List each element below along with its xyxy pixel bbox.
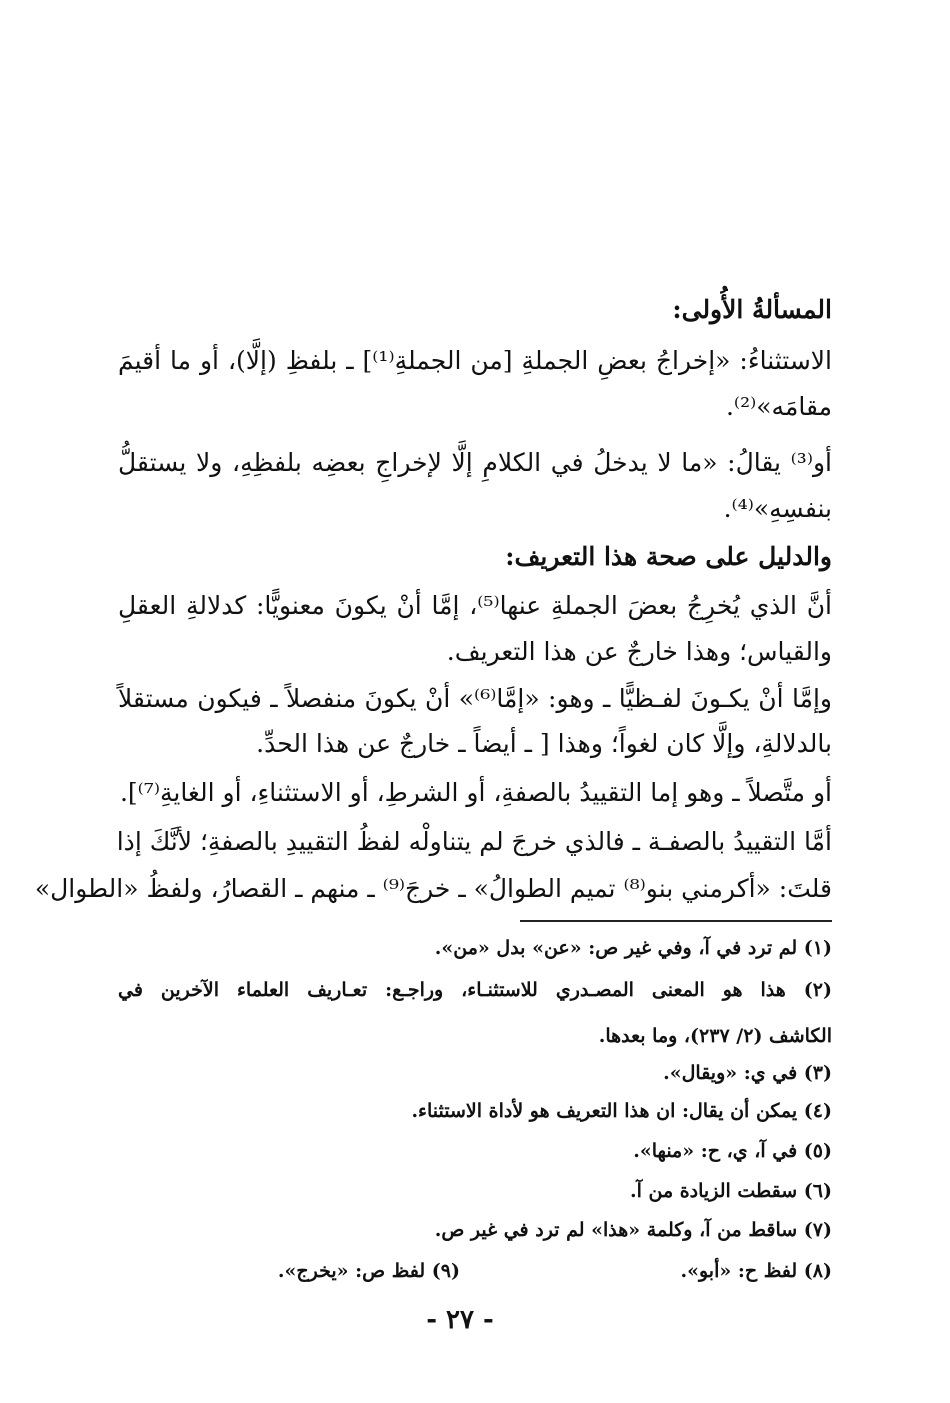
footnote-1: (١) لم ترد في آ، وفي غير ص: «عن» بدل «من». [434,937,832,959]
footnote-5: (٥) في آ، ي، ح: «منها». [633,1140,832,1162]
proof-p1-line-1: أنَّ الذي يُخرِجُ بعضَ الجملةِ عنها⁽⁵⁾، إمَّا أنْ يكونَ معنويًّا: كدلالةِ العقلِ [118,591,832,620]
footnote-4: (٤) يمكن أن يقال: ان هذا التعريف هو لأداة الاستثناء. [411,1100,832,1122]
proof-p1-line-2: والقياس؛ وهذا خارجٌ عن هذا التعريف. [446,637,832,666]
footnote-6: (٦) سقطت الزيادة من آ. [629,1180,832,1202]
footnote-2-line-2: الكاشف (٢/ ٢٣٧)، وما بعدها. [598,1025,832,1047]
proof-p4-line-2: قلتَ: «أكرمني بنو⁽⁸⁾ تميم الطوالُ» ـ خرجَ⁽⁹⁾ ـ منهم ـ القصارُ، ولفظُ «الطوال» [34,874,832,903]
section-title: المسألةُ الأُولى: [672,295,832,324]
definition-line-2: مقامَه»⁽²⁾. [725,392,832,421]
footnote-9: (٩) لفظ ص: «يخرج». [277,1260,460,1282]
proof-p3-line-1: أو متَّصلاً ـ وهو إما التقييدُ بالصفةِ، أو الشرطِ، أو الاستثناءِ، أو الغايةِ⁽⁷⁾]. [119,778,832,807]
alternative-line-2: بنفسِهِ»⁽⁴⁾. [723,494,832,523]
proof-p2-line-1: وإمَّا أنْ يكـونَ لفـظيًّا ـ وهو: «إمَّا⁽⁶⁾» أنْ يكونَ منفصلاً ـ فيكون مستقلاً [118,684,832,713]
footnote-7: (٧) ساقط من آ، وكلمة «هذا» لم ترد في غير ص. [434,1219,832,1241]
page-number: - ٢٧ - [426,1305,494,1335]
proof-heading: والدليل على صحة هذا التعريف: [505,542,832,571]
footnote-2-line-1: (٢) هذا هو المعنى المصـدري للاستثنـاء، وراجـع: تعـاريف العلماء الآخرين في [118,979,832,1001]
alternative-line-1: أو⁽³⁾ يقالُ: «ما لا يدخلُ في الكلامِ إلَّا لإخراجِ بعضِه بلفظِهِ، ولا يستقلُّ [118,448,832,477]
footnote-separator [520,920,832,922]
proof-p2-line-2: بالدلالةِ، وإلَّا كان لغواً؛ وهذا [ ـ أيضاً ـ خارجٌ عن هذا الحدِّ. [256,729,832,758]
proof-p4-line-1: أمَّا التقييدُ بالصفـة ـ فالذي خرجَ لم يتناولْه لفظُ التقييدِ بالصفةِ؛ لأنَّكَ إذا [116,827,832,856]
footnote-8: (٨) لفظ ح: «أبو». [680,1260,832,1282]
footnote-3: (٣) في ي: «ويقال». [663,1062,832,1084]
definition-line-1: الاستثناءُ: «إخراجُ بعضِ الجملةِ [من الجملةِ⁽¹⁾] ـ بلفظِ (إلَّا)، أو ما أقيمَ [118,346,832,375]
